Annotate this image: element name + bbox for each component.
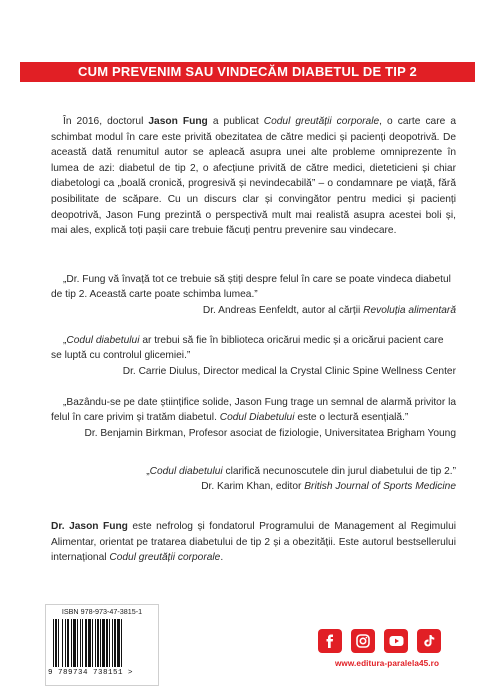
barcode-box <box>45 604 159 686</box>
barcode-digits: 9 789734 738151 > <box>48 669 134 677</box>
barcode-bar <box>92 619 93 667</box>
quote-2 <box>51 333 456 379</box>
quote-post: este o lectură esențială.” <box>294 412 409 424</box>
publisher-website[interactable]: www.editura-paralela45.ro <box>334 659 440 668</box>
instagram-icon[interactable] <box>351 629 375 653</box>
intro-text-1: În 2016, doctorul <box>63 116 149 127</box>
intro-author: Jason Fung <box>148 116 208 127</box>
barcode-bar <box>106 619 108 667</box>
barcode-bar <box>97 619 99 667</box>
intro-paragraph <box>51 114 456 239</box>
quote-text <box>51 333 456 364</box>
quote-text <box>51 464 456 479</box>
quote-book: Codul diabetului <box>149 466 223 477</box>
quote-attribution: Dr. Carrie Diulus, Director medical la Crystal Clinic Spine Wellness Center <box>122 365 456 377</box>
barcode-bar <box>65 619 66 667</box>
banner-title: CUM PREVENIM SAU VINDECĂM DIABETUL DE TIP 2 <box>78 64 417 79</box>
quote-attribution <box>51 479 456 494</box>
attr-text: Dr. Andreas Eenfeldt, autor al cărții <box>202 304 364 316</box>
quote-rest: clarifică necunoscutele din jurul diabetului de tip 2.” <box>222 466 456 477</box>
barcode-bar <box>112 619 113 667</box>
author-bio <box>51 519 456 566</box>
author-name: Dr. Jason Fung <box>51 521 128 532</box>
quote-3 <box>51 395 456 441</box>
author-bio-text: este nefrolog și fondatorul Programului de Management al Regimului Alimentar, orientat pe tratarea diabetului de tip 2 și a obezității. Este autorul bestsellerului internațional <box>51 521 456 564</box>
barcode-bar <box>109 619 110 667</box>
intro-book-title: Codul greutății corporale <box>263 116 380 127</box>
barcode-bar <box>95 619 96 667</box>
quote-mark: „ <box>63 335 67 346</box>
barcode-bar <box>102 619 105 667</box>
quote-4 <box>51 464 456 495</box>
barcode-bar <box>58 619 59 667</box>
social-links <box>318 629 441 653</box>
quote-attribution: Dr. Benjamin Birkman, Profesor asociat de fiziologie, Universitatea Brigham Young <box>84 427 456 439</box>
tiktok-icon[interactable] <box>417 629 441 653</box>
barcode-bar <box>80 619 81 667</box>
barcode-bar <box>82 619 83 667</box>
quote-text: „Dr. Fung vă învață tot ce trebuie să știți despre felul în care se poate vindeca diabetul de tip 2. Această carte poate schimba lumea.” <box>51 274 451 301</box>
barcode-bar <box>100 619 101 667</box>
attr-journal: British Journal of Sports Medicine <box>304 481 456 493</box>
title-banner <box>20 62 475 82</box>
quote-book: Codul diabetului <box>66 335 140 346</box>
attr-text: Dr. Karim Khan, editor <box>201 481 305 493</box>
barcode-bar <box>53 619 54 667</box>
author-book: Codul greutății corporale <box>109 552 221 564</box>
barcode-bar <box>73 619 76 667</box>
barcode-bar <box>62 619 63 667</box>
facebook-icon[interactable] <box>318 629 342 653</box>
author-bio-end: . <box>220 552 224 564</box>
quote-book: Codul Diabetului <box>219 412 295 424</box>
quote-mark: „ <box>146 466 150 477</box>
quote-attribution <box>51 303 456 318</box>
barcode-bar <box>88 619 91 667</box>
isbn-number: ISBN 978-973-47-3815-1 <box>61 607 143 616</box>
barcode-bar <box>55 619 57 667</box>
intro-text-2: a publicat <box>207 116 264 127</box>
barcode-bar <box>114 619 116 667</box>
barcode-bar <box>77 619 78 667</box>
barcode-bar <box>121 619 122 667</box>
barcode-icon <box>52 619 152 669</box>
barcode-bar <box>85 619 87 667</box>
quote-pre: „Bazându-se pe date științifice solide, Jason Fung trage un semnal de alarmă privitor la felul în care privim și tratăm diabetul. <box>51 397 456 424</box>
quote-rest: ar trebui să fie în biblioteca oricărui medic și a oricărui pacient care se luptă cu controlul glicemiei.” <box>51 335 444 362</box>
youtube-icon[interactable] <box>384 629 408 653</box>
intro-text-3: , o carte care a schimbat modul în care este privită obezitatea de către medici și pacienți deopotrivă. De această dată renumitul autor se apleacă asupra unei alte probleme omniprezente în lumea de azi: diabetul de tip 2, o afecțiune privită de către medici, dieteticieni și chiar diabetologi ca „boală cronică, progresivă și nevindecabilă” – o condamnare pe viață, fără posibilitate de scăpare. Cu un discurs clar și convingător pentru medici și pacienți deopotrivă, Jason Fung prezintă o perspectivă mult mai realistă asupra acestei boli și, mai ales, explică toți pașii care trebuie făcuți pentru prevenire sau vindecare. <box>51 116 456 237</box>
quote-1 <box>51 272 456 318</box>
attr-book: Revoluția alimentară <box>363 304 456 316</box>
barcode-bar <box>117 619 120 667</box>
barcode-bar <box>71 619 72 667</box>
barcode-bar <box>67 619 69 667</box>
quote-text <box>51 395 456 426</box>
